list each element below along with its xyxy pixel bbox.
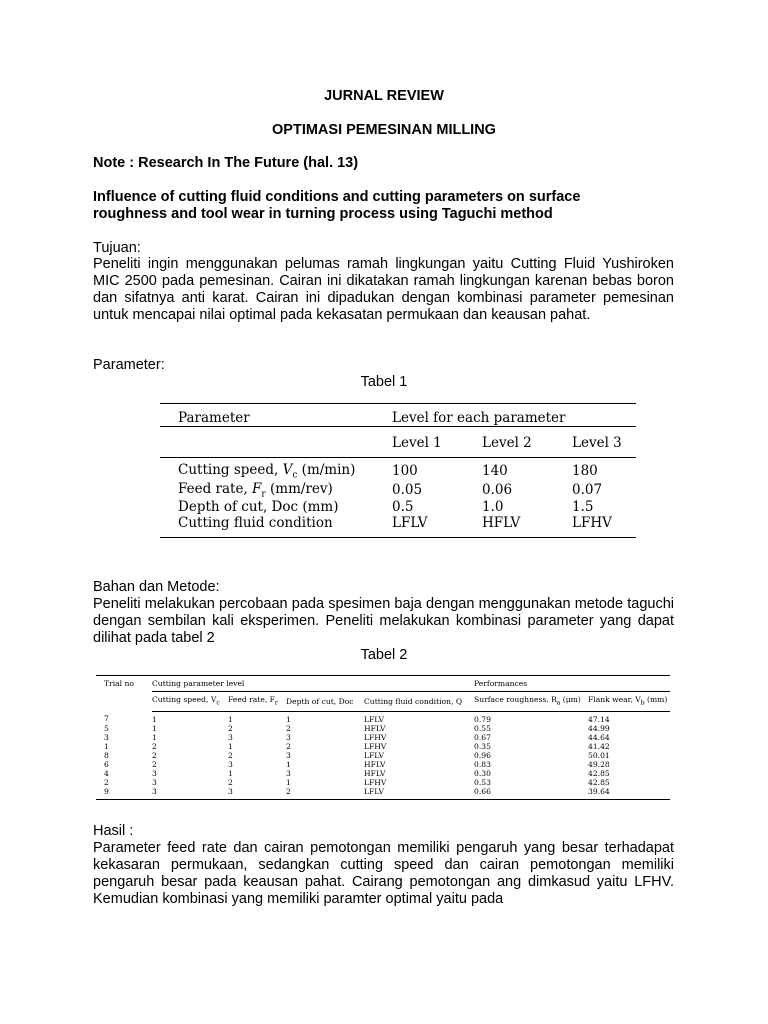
table2-cell: 49.28: [588, 759, 610, 769]
table2-cell: 42.85: [588, 768, 610, 778]
table2-cell: HFLV: [364, 759, 386, 769]
paper-title-line-1: Influence of cutting fluid conditions and cutting parameters on surface: [93, 189, 581, 205]
table2-cell: 39.64: [588, 787, 670, 800]
table1-cell: 100: [392, 463, 418, 480]
table2-row: [96, 760, 670, 769]
table1-cell: 140: [482, 463, 508, 480]
table1-cell: 1.5: [572, 499, 594, 516]
table2-subheader-fluid: Cutting fluid condition, Q: [364, 692, 474, 712]
table1-level-3: Level 3: [572, 435, 622, 451]
bahan-text: Peneliti melakukan percobaan pada spesimen baja dengan menggunakan metode taguchi dengan sembilan kali eksperimen. Peneliti melakukan kombinasi parameter yang dapat dilihat pada tabel 2: [93, 596, 674, 646]
table2-cell: 8: [104, 750, 109, 760]
table1-cell: 0.05: [392, 482, 423, 499]
table2-cell: 3: [286, 750, 291, 760]
parameter-heading: Parameter:: [93, 357, 165, 373]
document-subtitle: OPTIMASI PEMESINAN MILLING: [272, 122, 496, 138]
table2-cell: 50.01: [588, 750, 610, 760]
table2-subheader-feed: Feed rate, $F_r$: [228, 692, 286, 712]
table2-subheader-doc: Depth of cut, Doc: [286, 692, 364, 712]
table2-cell: 0.66: [474, 787, 588, 800]
table2-row: [96, 751, 670, 760]
table2-cell: 9: [96, 787, 152, 800]
table2-cell: 42.85: [588, 777, 610, 787]
table2-cell: 2: [152, 759, 157, 769]
table2-cell: 2: [228, 750, 233, 760]
table2-row: [96, 742, 670, 751]
table2-cell: 44.64: [588, 732, 610, 742]
table1-header-parameter: Parameter: [160, 404, 392, 427]
table2-cell: 3: [152, 768, 157, 778]
table2-cell: 1: [228, 768, 233, 778]
table2-cell: 3: [152, 787, 228, 800]
table2-cell: 0.96: [474, 750, 491, 760]
table1-caption: Tabel 1: [360, 374, 408, 390]
table2-cell: 1: [286, 714, 291, 724]
document-title: JURNAL REVIEW: [324, 88, 444, 104]
table1-row-label: Cutting fluid condition: [178, 515, 333, 532]
table2-cell: 1: [286, 759, 291, 769]
table2-header-performance-group: Performances: [474, 676, 670, 692]
table2-row: [96, 724, 670, 733]
table2-cell: 0.30: [474, 768, 491, 778]
table-2: [96, 675, 670, 800]
table2-cell: 2: [228, 777, 233, 787]
table1-cell: HFLV: [482, 515, 521, 532]
table2-row: [96, 787, 670, 800]
table1-cell: 180: [572, 463, 598, 480]
table2-cell: 0.79: [474, 714, 491, 724]
table2-cell: 3: [228, 759, 233, 769]
table2-cell: 0.67: [474, 732, 491, 742]
table2-cell: 3: [152, 777, 157, 787]
table1-row-label: Feed rate, $F_r$ (mm/rev): [178, 480, 333, 500]
table2-cell: LFLV: [364, 787, 474, 800]
table2-cell: LFLV: [364, 750, 384, 760]
table1-cell: LFLV: [392, 515, 428, 532]
table2-cell: 2: [152, 750, 157, 760]
table2-cell: LFHV: [364, 777, 387, 787]
table2-cell: 44.99: [588, 723, 610, 733]
table2-cell: 1: [228, 741, 233, 751]
table1-cell: 0.07: [572, 482, 603, 499]
table2-row: [96, 778, 670, 787]
table2-cell: 1: [152, 732, 157, 742]
table2-cell: 6: [104, 759, 109, 769]
table2-row: [96, 769, 670, 778]
table1-level-2: Level 2: [482, 435, 532, 451]
table2-cell: 3: [228, 732, 233, 742]
table2-cell: 0.53: [474, 777, 491, 787]
table2-row: [96, 711, 670, 724]
table2-cell: LFHV: [364, 741, 387, 751]
table2-cell: 1: [152, 714, 157, 724]
table2-header-cutting-group: Cutting parameter level: [152, 676, 474, 692]
table1-row-label: Depth of cut, Doc (mm): [178, 499, 339, 516]
table2-cell: 0.83: [474, 759, 491, 769]
table2-cell: 5: [104, 723, 109, 733]
table-1: [160, 403, 636, 538]
table1-cell: 1.0: [482, 499, 504, 516]
table1-cell: 0.5: [392, 499, 414, 516]
table2-cell: HFLV: [364, 768, 386, 778]
table2-header-trial: Trial no: [96, 676, 152, 712]
table2-cell: HFLV: [364, 723, 386, 733]
table2-cell: 0.35: [474, 741, 491, 751]
table2-cell: 1: [228, 714, 233, 724]
table2-cell: 3: [286, 768, 291, 778]
table2-cell: 1: [104, 741, 109, 751]
hasil-heading: Hasil :: [93, 823, 134, 839]
table2-subheader-speed: Cutting speed, $V_c$: [152, 692, 228, 712]
table1-cell: LFHV: [572, 515, 612, 532]
paper-title-line-2: roughness and tool wear in turning process using Taguchi method: [93, 206, 553, 222]
note-line: Note : Research In The Future (hal. 13): [93, 155, 359, 171]
table1-level-1: Level 1: [392, 435, 442, 451]
table2-cell: 2: [228, 723, 233, 733]
table1-header-level-group: Level for each parameter: [392, 404, 636, 427]
table2-subheader-roughness: Surface roughness, $R_a$ (μm): [474, 692, 588, 712]
table1-cell: 0.06: [482, 482, 513, 499]
table2-cell: 1: [286, 777, 291, 787]
table2-cell: LFLV: [364, 714, 384, 724]
table2-cell: 2: [286, 787, 364, 800]
table2-cell: 2: [152, 741, 157, 751]
table2-caption: Tabel 2: [360, 647, 408, 663]
table2-cell: 3: [104, 732, 109, 742]
table2-cell: 4: [104, 768, 109, 778]
tujuan-text: Peneliti ingin menggunakan pelumas ramah lingkungan yaitu Cutting Fluid Yushiroken MIC 2500 pada pemesinan. Cairan ini dikatakan ramah lingkungan karenan bebas boron dan sifatnya anti karat. Cairan ini dipadukan dengan kombinasi parameter pemesinan untuk mencapai nilai optimal pada kekasatan permukaan dan keausan pahat.: [93, 256, 674, 323]
table2-cell: 2: [286, 723, 291, 733]
table2-cell: 41.42: [588, 741, 610, 751]
table2-cell: 2: [104, 777, 109, 787]
hasil-text: Parameter feed rate dan cairan pemotongan memiliki pengaruh yang besar terhadapat kekasaran permukaan, sedangkan cutting speed dan cairan pemotongan memiliki pengaruh besar pada keausan pahat. Cairang pemotongan ang dimkasud yaitu LFHV. Kemudian kombinasi yang memiliki paramter optimal yaitu pada: [93, 840, 674, 907]
table2-cell: 47.14: [588, 714, 610, 724]
table1-row-label: Cutting speed, $V_c$ (m/min): [178, 462, 356, 481]
table2-cell: 3: [286, 732, 291, 742]
table2-cell: LFHV: [364, 732, 387, 742]
table2-cell: 3: [228, 787, 286, 800]
table2-cell: 2: [286, 741, 291, 751]
table2-row: [96, 733, 670, 742]
table2-subheader-wear: Flank wear, $V_b$ (mm): [588, 692, 670, 712]
table2-cell: 1: [152, 723, 157, 733]
table2-cell: 7: [104, 714, 109, 724]
bahan-heading: Bahan dan Metode:: [93, 579, 220, 595]
tujuan-heading: Tujuan:: [93, 240, 141, 256]
table2-cell: 0.55: [474, 723, 491, 733]
